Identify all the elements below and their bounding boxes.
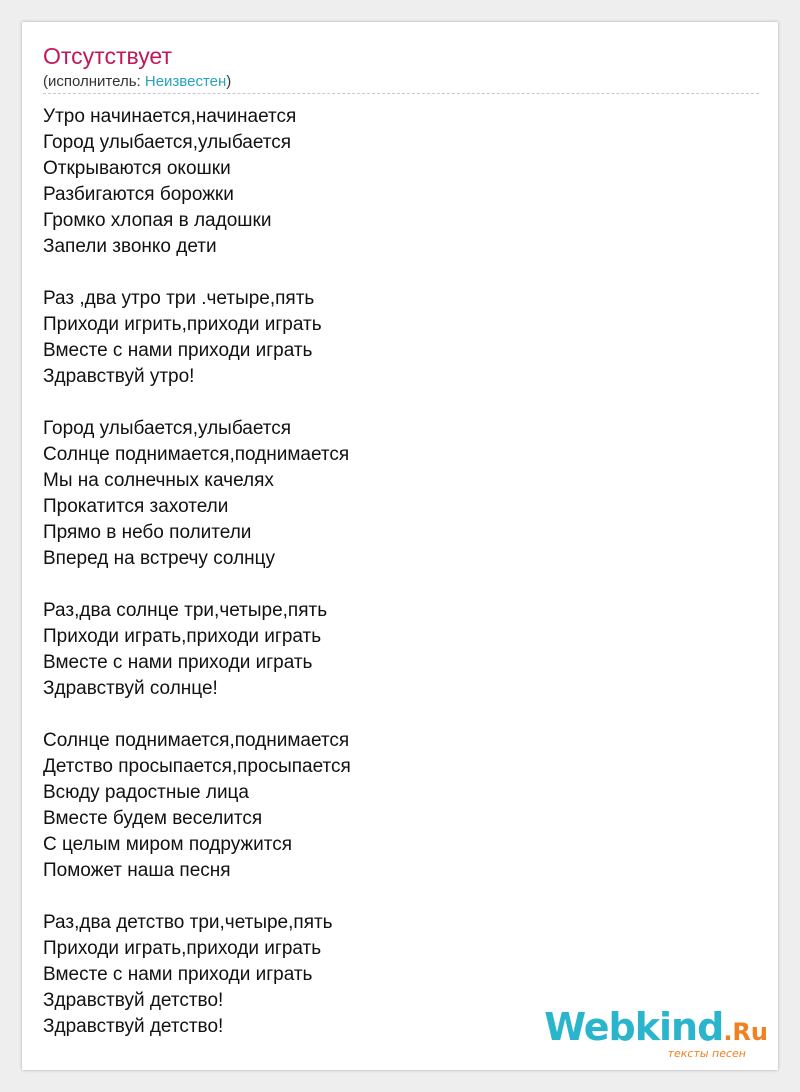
- lyric-line: Мы на солнечных качелях: [43, 470, 274, 491]
- lyric-line: Открываются окошки: [43, 158, 231, 179]
- lyric-line: Вместе с нами приходи играть: [43, 340, 313, 361]
- stanza-break: [43, 390, 743, 416]
- lyric-line: Поможет наша песня: [43, 860, 231, 881]
- lyric-line: Прокатится захотели: [43, 496, 229, 517]
- lyric-line: Здравствуй солнце!: [43, 678, 218, 699]
- lyric-line: Город улыбается,улыбается: [43, 418, 292, 439]
- lyrics-body: [43, 104, 743, 1040]
- lyric-line: Громко хлопая в ладошки: [43, 210, 272, 231]
- lyric-line: С целым миром подружится: [43, 834, 293, 855]
- stanza-break: [43, 702, 743, 728]
- lyric-line: Солнце поднимается,поднимается: [43, 444, 350, 465]
- stanza-break: [43, 260, 743, 286]
- stanza-break: [43, 884, 743, 910]
- lyric-line: Раз,два солнце три,четыре,пять: [43, 600, 328, 621]
- watermark-tagline: тексты песен: [667, 1047, 746, 1060]
- artist-line: [43, 72, 759, 94]
- watermark-wordmark: [544, 1005, 768, 1051]
- lyric-line: Утро начинается,начинается: [43, 106, 297, 127]
- watermark-brand: Webkind: [544, 1005, 724, 1049]
- lyric-line: Вперед на встречу солнцу: [43, 548, 276, 569]
- lyric-line: Здравствуй детство!: [43, 990, 224, 1011]
- lyric-line: Здравствуй утро!: [43, 366, 195, 387]
- lyric-line: Город улыбается,улыбается: [43, 132, 292, 153]
- lyric-line: Детство просыпается,просыпается: [43, 756, 351, 777]
- lyric-line: Приходи игрить,приходи играть: [43, 314, 322, 335]
- artist-prefix: (исполнитель:: [43, 73, 145, 90]
- artist-link[interactable]: Неизвестен: [144, 73, 227, 90]
- watermark-logo: [544, 1005, 768, 1060]
- watermark-tld: .Ru: [723, 1018, 768, 1046]
- lyric-line: Прямо в небо полители: [43, 522, 252, 543]
- artist-suffix: ): [226, 73, 232, 90]
- lyrics-card: [22, 22, 778, 1070]
- song-title: Отсутствует: [43, 43, 172, 69]
- lyric-line: Всюду радостные лица: [43, 782, 250, 803]
- lyric-line: Приходи играть,приходи играть: [43, 626, 322, 647]
- lyric-line: Приходи играть,приходи играть: [43, 938, 322, 959]
- lyric-line: Вместе с нами приходи играть: [43, 964, 313, 985]
- lyric-line: Вместе с нами приходи играть: [43, 652, 313, 673]
- lyric-line: Вместе будем веселится: [43, 808, 263, 829]
- stanza-break: [43, 572, 743, 598]
- lyric-line: Запели звонко дети: [43, 236, 217, 257]
- lyric-line: Здравствуй детство!: [43, 1016, 224, 1037]
- lyric-line: Раз,два детство три,четыре,пять: [43, 912, 333, 933]
- lyric-line: Раз ,два утро три .четыре,пять: [43, 288, 315, 309]
- lyric-line: Разбигаются борожки: [43, 184, 234, 205]
- lyric-line: Солнце поднимается,поднимается: [43, 730, 350, 751]
